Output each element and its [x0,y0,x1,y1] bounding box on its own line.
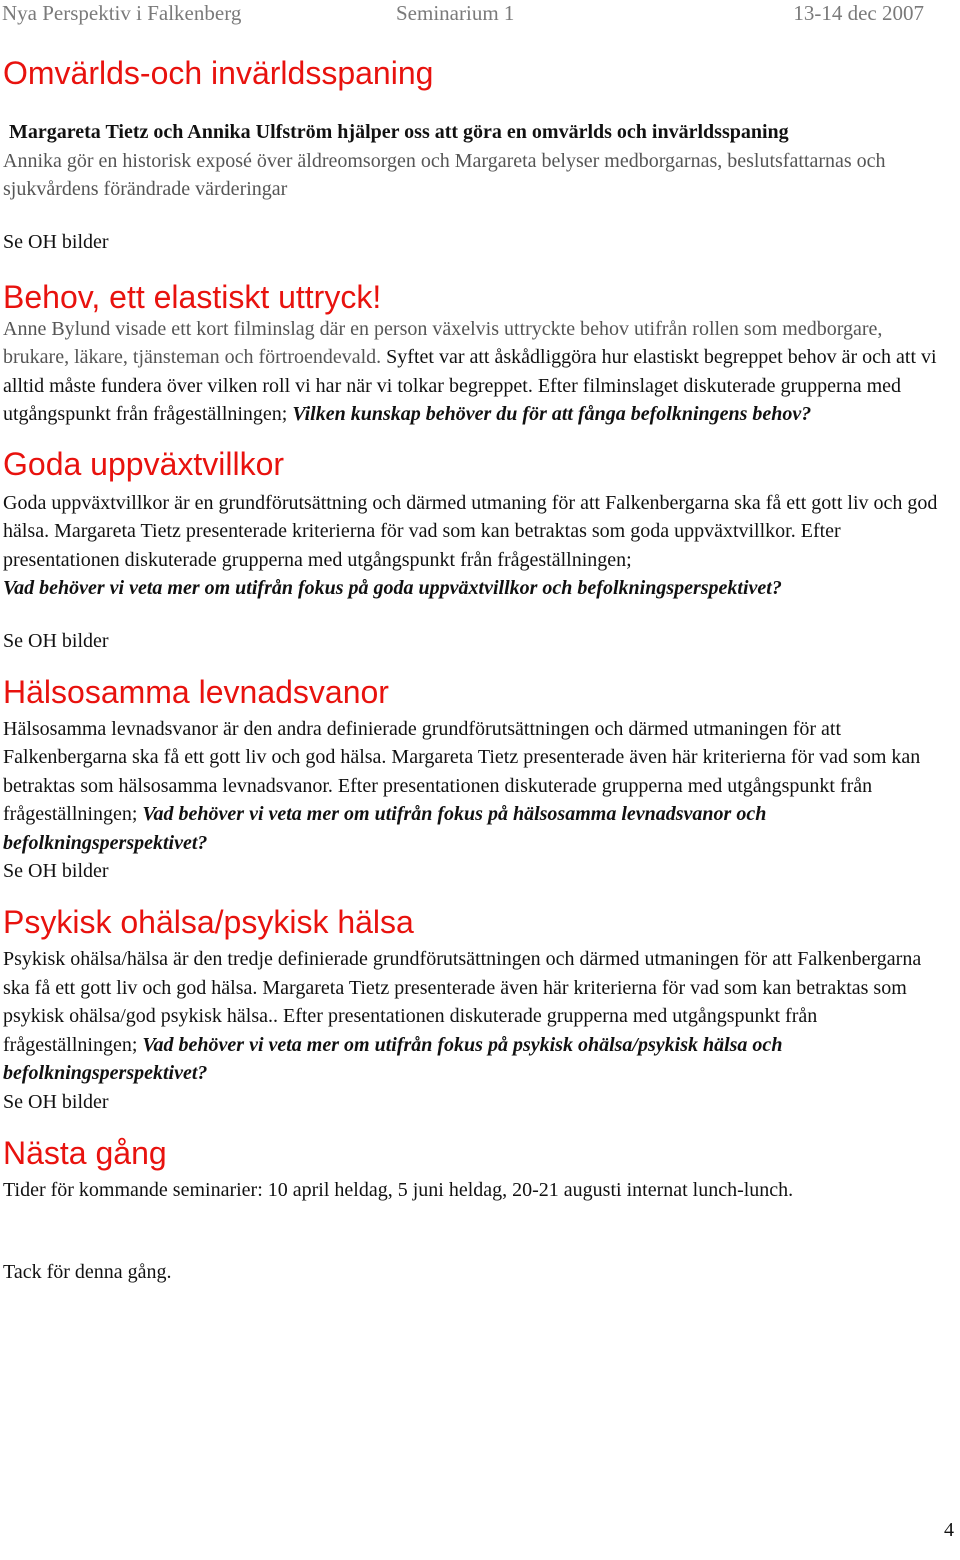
psykisk-question: Vad behöver vi veta mer om utifrån fokus på psykisk ohälsa/psykisk hälsa och befolkningsperspektivet? [3,1033,783,1084]
section-body-omvarlds: Annika gör en historisk exposé över äldreomsorgen och Margareta belyser medborgarnas, beslutsfattarnas och sjukvårdens förändrade värderingar [3,149,886,200]
behov-question: Vilken kunskap behöver du för att fånga befolkningens behov? [292,403,812,425]
section-body-nasta-gang: Tider för kommande seminarier: 10 april heldag, 5 juni heldag, 20-21 augusti internat lunch-lunch. [3,1178,794,1201]
oh-bilder-link-2[interactable]: Se OH bilder [3,629,109,652]
document-body [3,54,951,1287]
header-right: 13-14 dec 2007 [793,1,924,25]
oh-bilder-link-4[interactable]: Se OH bilder [3,1090,109,1113]
closing-text: Tack för denna gång. [3,1261,172,1283]
section-title-omvarlds: Omvärlds-och invärldsspaning [3,55,434,91]
behov-text: Syftet var att åskådliggöra hur elastiskt begreppet behov är och att vi alltid måste fundera över vilken roll vi har när vi tolkar begreppet. Efter filminslaget diskuterade grupperna med utgångspunkt från frågeställningen; [3,346,937,425]
halsosamma-question: Vad behöver vi veta mer om utifrån fokus på hälsosamma levnadsvanor och befolkningsperspektivet? [3,803,767,854]
section-title-nasta-gang: Nästa gång [3,1134,167,1171]
section-lead-omvarlds: Margareta Tietz och Annika Ulfström hjälper oss att göra en omvärlds och invärldsspaning [9,121,789,143]
section-title-goda-uppvaxtvillkor: Goda uppväxtvillkor [3,445,285,482]
section-title-psykisk: Psykisk ohälsa/psykisk hälsa [3,904,414,940]
header-left: Nya Perspektiv i Falkenberg [2,1,242,25]
psykisk-text: Psykisk ohälsa/hälsa är den tredje definierade grundförutsättningen och därmed utmaningen för att Falkenbergarna ska få ett gott liv och god hälsa. Margareta Tietz presenterade även här kriterierna för vad som kan betraktas som psykisk ohälsa/god psykisk hälsa.. Efter presentationen diskuterade grupperna med utgångspunkt från frågeställningen; [3,948,922,1056]
section-title-halsosamma: Hälsosamma levnadsvanor [3,673,389,710]
oh-bilder-link-3[interactable]: Se OH bilder [3,860,109,882]
section-body-behov [3,315,951,429]
page-number: 4 [944,1519,954,1541]
behov-intro: Anne Bylund visade ett kort filminslag där en person växelvis uttryckte behov utifrån rollen som medborgare, brukare, läkare, tjänsteman och förtroendevald. [3,317,883,368]
section-question-goda-uppvaxtvillkor: Vad behöver vi veta mer om utifrån fokus på goda uppväxtvillkor och befolkningsperspektivet? [3,577,782,599]
oh-bilder-link-1[interactable]: Se OH bilder [3,230,109,253]
page-header [0,0,960,28]
section-title-behov: Behov, ett elastiskt uttryck! [3,278,382,315]
section-body-psykisk [3,945,951,1088]
section-body-goda-uppvaxtvillkor: Goda uppväxtvillkor är en grundförutsättning och därmed utmaning för att Falkenbergarna ska få ett gott liv och god hälsa. Margareta Tietz presenterade kriterierna för vad som kan betraktas som goda uppväxtvillkor. Efter presentationen diskuterade grupperna med utgångspunkt från frågeställningen; [3,491,938,571]
section-body-halsosamma [3,715,951,858]
halsosamma-text: Hälsosamma levnadsvanor är den andra definierade grundförutsättningen och därmed utmaningen för att Falkenbergarna ska få ett gott liv och god hälsa. Margareta Tietz presenterade även här kriterierna för vad som kan betraktas som hälsosamma levnadsvanor. Efter presentationen diskuterade grupperna med utgångspunkt från frågeställningen; [3,717,921,825]
header-middle: Seminarium 1 [396,1,515,25]
